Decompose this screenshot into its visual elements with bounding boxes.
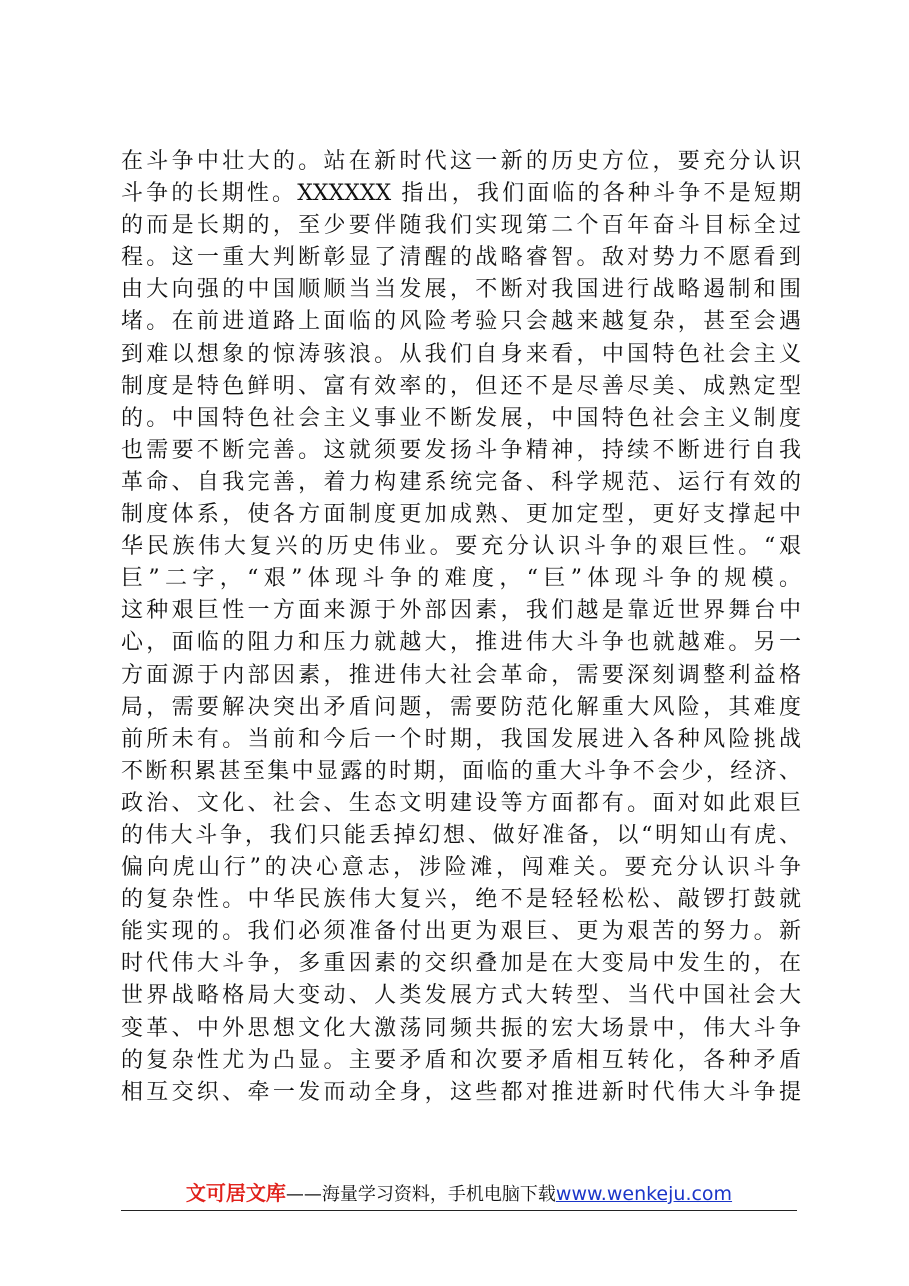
body-line: 巨”二字，“艰”体现斗争的难度，“巨”体现斗争的规模。	[121, 566, 801, 592]
body-line: 能实现的。我们必须准备付出更为艰巨、更为艰苦的努力。新	[121, 919, 801, 945]
body-line: 华民族伟大复兴的历史伟业。要充分认识斗争的艰巨性。“艰	[121, 534, 801, 560]
footer-brand: 文可居文库	[185, 1181, 286, 1205]
body-line: 到难以想象的惊涛骇浪。从我们自身来看，中国特色社会主义	[121, 341, 801, 367]
body-line: 程。这一重大判断彰显了清醒的战略睿智。敌对势力不愿看到	[121, 245, 801, 271]
page-footer	[121, 1176, 797, 1211]
body-line: 的伟大斗争，我们只能丢掉幻想、做好准备，以“明知山有虎、	[121, 822, 801, 848]
body-line: 变革、中外思想文化大激荡同频共振的宏大场景中，伟大斗争	[121, 1015, 801, 1041]
body-line: 的复杂性。中华民族伟大复兴，绝不是轻轻松松、敲锣打鼓就	[121, 887, 801, 913]
body-line: 的。中国特色社会主义事业不断发展，中国特色社会主义制度	[121, 405, 801, 431]
body-line: 前所未有。当前和今后一个时期，我国发展进入各种风险挑战	[121, 726, 801, 752]
footer-url-link[interactable]: www.wenkeju.com	[555, 1183, 733, 1205]
body-line: 的复杂性尤为凸显。主要矛盾和次要矛盾相互转化，各种矛盾	[121, 1047, 801, 1073]
body-line: 革命、自我完善，着力构建系统完备、科学规范、运行有效的	[121, 469, 801, 495]
body-line: 由大向强的中国顺顺当当发展，不断对我国进行战略遏制和围	[121, 277, 801, 303]
body-line: 相互交织、牵一发而动全身，这些都对推进新时代伟大斗争提	[121, 1079, 801, 1105]
body-line: 在斗争中壮大的。站在新时代这一新的历史方位，要充分认识	[121, 149, 801, 174]
body-line: 这种艰巨性一方面来源于外部因素，我们越是靠近世界舞台中	[121, 598, 801, 624]
footer-tagline: ——海量学习资料，手机电脑下载	[285, 1184, 556, 1205]
body-line: 心，面临的阻力和压力就越大，推进伟大斗争也就越难。另一	[121, 630, 801, 656]
body-line: 政治、文化、社会、生态文明建设等方面都有。面对如此艰巨	[121, 790, 801, 816]
body-line: 时代伟大斗争，多重因素的交织叠加是在大变局中发生的，在	[121, 951, 801, 977]
body-line: 方面源于内部因素，推进伟大社会革命，需要深刻调整利益格	[121, 662, 801, 688]
body-line: 偏向虎山行”的决心意志，涉险滩，闯难关。要充分认识斗争	[121, 855, 801, 881]
body-line: 制度体系，使各方面制度更加成熟、更加定型，更好支撑起中	[121, 502, 801, 528]
body-line: 堵。在前进道路上面临的风险考验只会越来越复杂，甚至会遇	[121, 309, 801, 335]
body-line: 也需要不断完善。这就须要发扬斗争精神，持续不断进行自我	[121, 437, 801, 463]
body-line: 的而是长期的，至少要伴随我们实现第二个百年奋斗目标全过	[121, 213, 801, 239]
body-line: 世界战略格局大变动、人类发展方式大转型、当代中国社会大	[121, 983, 801, 1009]
body-line: 不断积累甚至集中显露的时期，面临的重大斗争不会少，经济、	[121, 758, 801, 784]
body-line: 制度是特色鲜明、富有效率的，但还不是尽善尽美、成熟定型	[121, 373, 801, 399]
document-body	[121, 146, 801, 1109]
body-line: 局，需要解决突出矛盾问题，需要防范化解重大风险，其难度	[121, 694, 801, 720]
body-line: 斗争的长期性。XXXXXX 指出，我们面临的各种斗争不是短期	[121, 181, 801, 207]
